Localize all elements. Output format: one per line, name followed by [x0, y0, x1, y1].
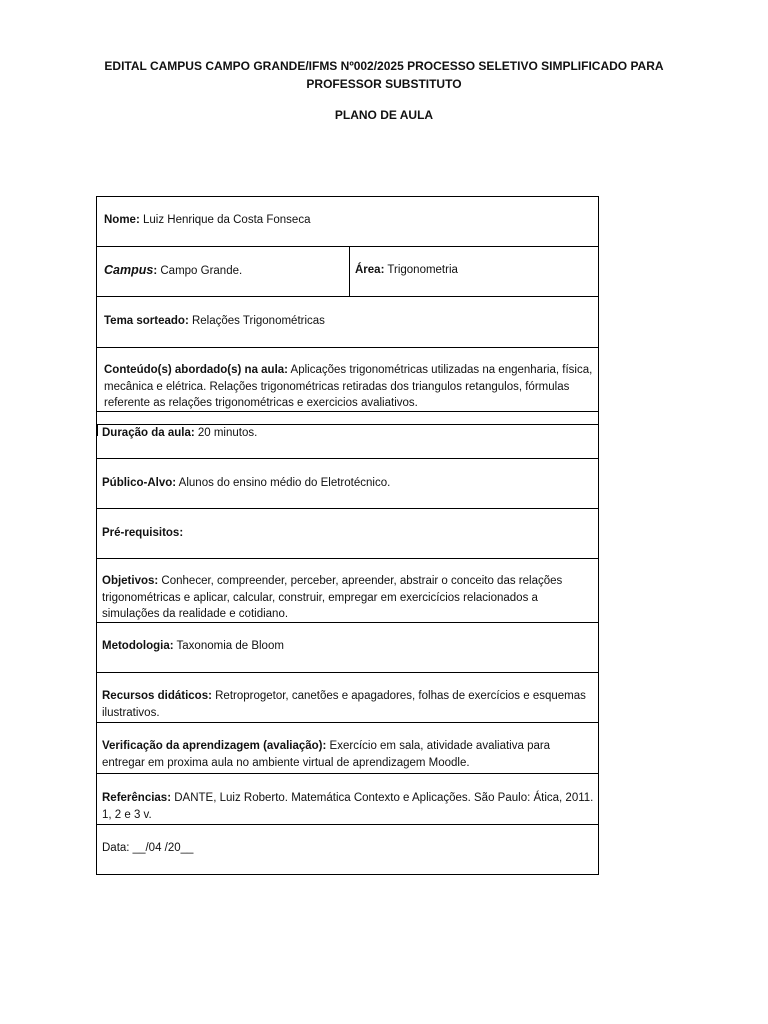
row-publico: [96, 458, 599, 509]
field-verificacao: [102, 738, 594, 771]
title-line-1: EDITAL CAMPUS CAMPO GRANDE/IFMS Nº002/2025 PROCESSO SELETIVO SIMPLIFICADO PARA: [104, 59, 664, 73]
column-divider: [349, 247, 350, 296]
row-spacer: [96, 411, 599, 425]
row-metodologia: [96, 622, 599, 673]
row-prerequisitos: [96, 508, 599, 559]
referencias-value: DANTE, Luiz Roberto. Matemática Contexto e Aplicações. São Paulo: Ática, 2011. 1, 2 e 3 v.: [102, 792, 594, 821]
referencias-label: Referências:: [102, 792, 172, 804]
verificacao-value: Exercício em sala, atividade avaliativa para entregar em proxima aula no ambiente virtual de aprendizagem Moodle.: [102, 740, 551, 769]
row-nome: [96, 196, 599, 247]
field-data: Data: __/04 /20__: [102, 842, 194, 854]
row-tema: [96, 296, 599, 348]
objetivos-label: Objetivos:: [102, 575, 159, 587]
field-tema: [104, 313, 594, 330]
row-campus-area: [96, 246, 599, 297]
area-label: Área:: [355, 264, 385, 276]
campus-value: Campo Grande.: [157, 265, 243, 277]
verificacao-label: Verificação da aprendizagem (avaliação):: [102, 740, 327, 752]
row-data: [96, 824, 599, 875]
metodologia-value: Taxonomia de Bloom: [173, 640, 284, 652]
campus-colon: :: [153, 265, 158, 277]
metodologia-label: Metodologia:: [102, 640, 174, 652]
recursos-value: Retroprogetor, canetões e apagadores, folhas de exercícios e esquemas ilustrativos.: [102, 690, 586, 719]
tema-label: Tema sorteado:: [104, 315, 189, 327]
prerequisitos-label: Pré-requisitos:: [102, 527, 184, 539]
row-referencias: [96, 773, 599, 825]
nome-label: Nome:: [104, 214, 140, 226]
field-objetivos: [102, 573, 594, 623]
conteudo-label: Conteúdo(s) abordado(s) na aula:: [104, 364, 288, 376]
document-title: [40, 57, 728, 93]
tema-value: Relações Trigonométricas: [188, 315, 325, 327]
field-publico: [102, 475, 594, 492]
title-line-2: PROFESSOR SUBSTITUTO: [306, 77, 462, 91]
field-campus: [104, 262, 242, 280]
recursos-label: Recursos didáticos:: [102, 690, 212, 702]
field-duracao: [102, 425, 594, 442]
row-recursos: [96, 672, 599, 723]
field-nome: [104, 212, 594, 229]
duracao-value: 20 minutos.: [194, 427, 258, 439]
field-recursos: [102, 688, 598, 721]
field-prerequisitos: [102, 525, 594, 542]
field-referencias: [102, 790, 594, 823]
campus-label: Campus: [104, 263, 154, 277]
field-conteudo: [104, 362, 594, 412]
publico-value: Alunos do ensino médio do Eletrotécnico.: [176, 477, 391, 489]
objetivos-value: Conhecer, compreender, perceber, apreender, abstrair o conceito das relações trigonométricas e aplicar, calcular, construir, empregar em exercicícios relacionados a simulações da realidade e cotidiano.: [102, 575, 563, 620]
row-duracao: [96, 424, 599, 459]
duracao-label: Duração da aula:: [102, 427, 195, 439]
publico-label: Público-Alvo:: [102, 477, 177, 489]
row-verificacao: [96, 722, 599, 774]
nome-value: Luiz Henrique da Costa Fonseca: [139, 214, 311, 226]
conteudo-value: Aplicações trigonométricas utilizadas na engenharia, física, mecânica e elétrica. Relações trigonométricas retiradas dos triangulos retangulos, fórmulas referente as relações trigonométricas e exercicios avaliativos.: [104, 364, 593, 409]
field-metodologia: [102, 638, 594, 655]
area-value: Trigonometria: [384, 264, 458, 276]
row-objetivos: [96, 558, 599, 623]
field-area: [355, 262, 594, 279]
row-conteudo: [96, 347, 599, 412]
document-subtitle: PLANO DE AULA: [334, 108, 434, 122]
